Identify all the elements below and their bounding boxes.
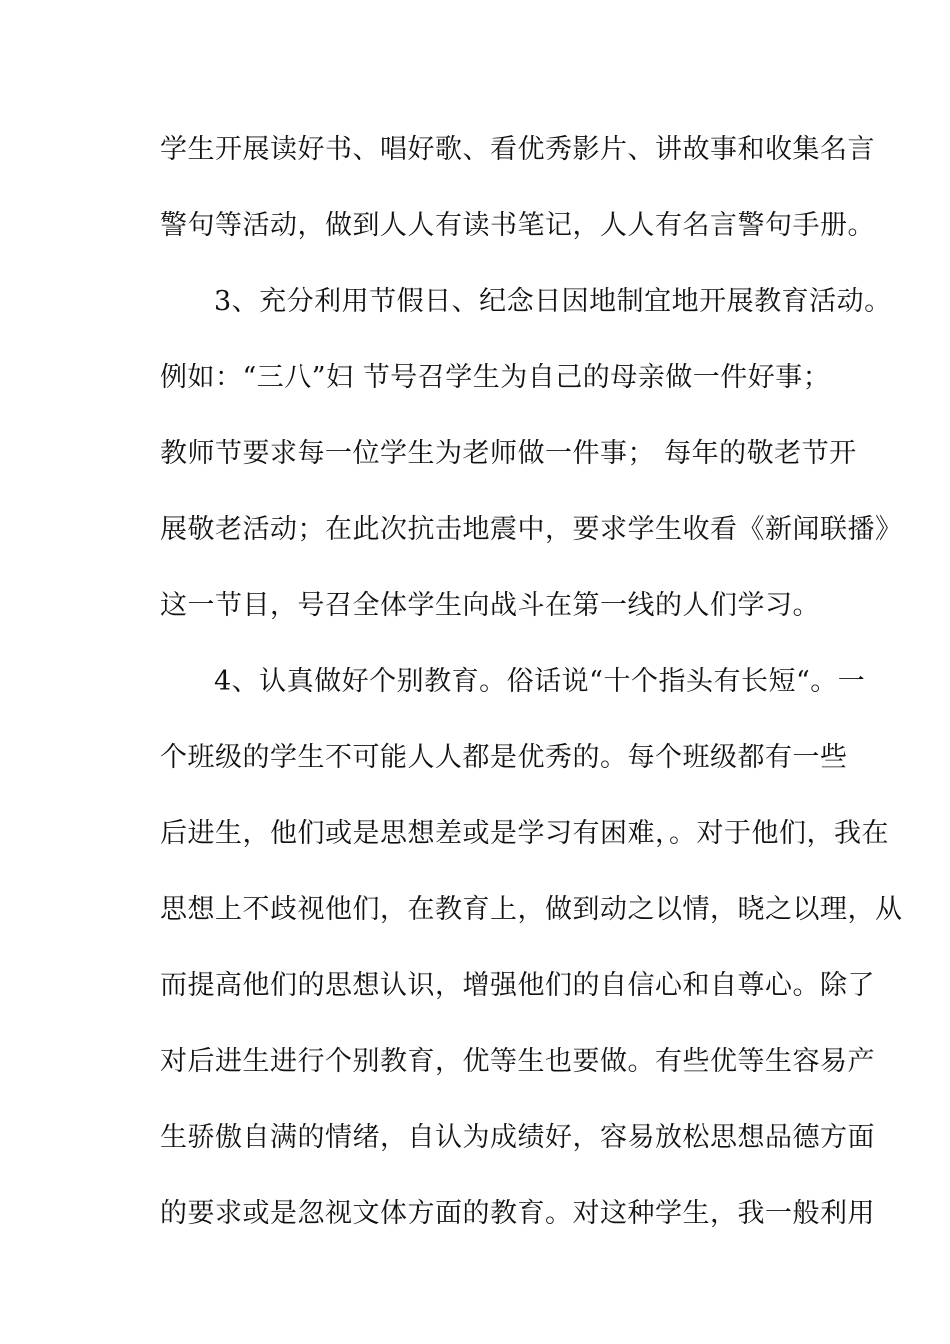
text-line: 这一节目，号召全体学生向战斗在第一线的人们学习。 <box>160 590 820 621</box>
text-line: 生骄傲自满的情绪，自认为成绩好，容易放松思想品德方面 <box>160 1122 875 1153</box>
text-line: 对后进生进行个别教育，优等生也要做。有些优等生容易产 <box>160 1046 875 1077</box>
text-line: 展敬老活动；在此次抗击地震中，要求学生收看《新闻联播》 <box>160 514 903 545</box>
text-line: 教师节要求每一位学生为老师做一件事； 每年的敬老节开 <box>160 438 857 469</box>
text-line: 例如：“三八”妇 节号召学生为自己的母亲做一件好事； <box>160 362 831 393</box>
text-line: 而提高他们的思想认识，增强他们的自信心和自尊心。除了 <box>160 970 875 1001</box>
text-line: 思想上不歧视他们，在教育上，做到动之以情，晓之以理，从 <box>160 894 903 925</box>
paragraph-first-line: 3、充分利用节假日、纪念日因地制宜地开展教育活动。 <box>214 286 892 317</box>
text-line: 后进生，他们或是思想差或是学习有困难，。对于他们，我在 <box>160 818 889 849</box>
paragraph-first-line: 4、认真做好个别教育。俗话说“十个指头有长短“。一 <box>214 666 866 697</box>
text-line: 个班级的学生不可能人人都是优秀的。每个班级都有一些 <box>160 742 848 773</box>
text-line: 学生开展读好书、唱好歌、看优秀影片、讲故事和收集名言 <box>160 134 875 165</box>
text-line: 的要求或是忽视文体方面的教育。对这种学生，我一般利用 <box>160 1198 875 1229</box>
text-line: 警句等活动，做到人人有读书笔记，人人有名言警句手册。 <box>160 210 875 241</box>
